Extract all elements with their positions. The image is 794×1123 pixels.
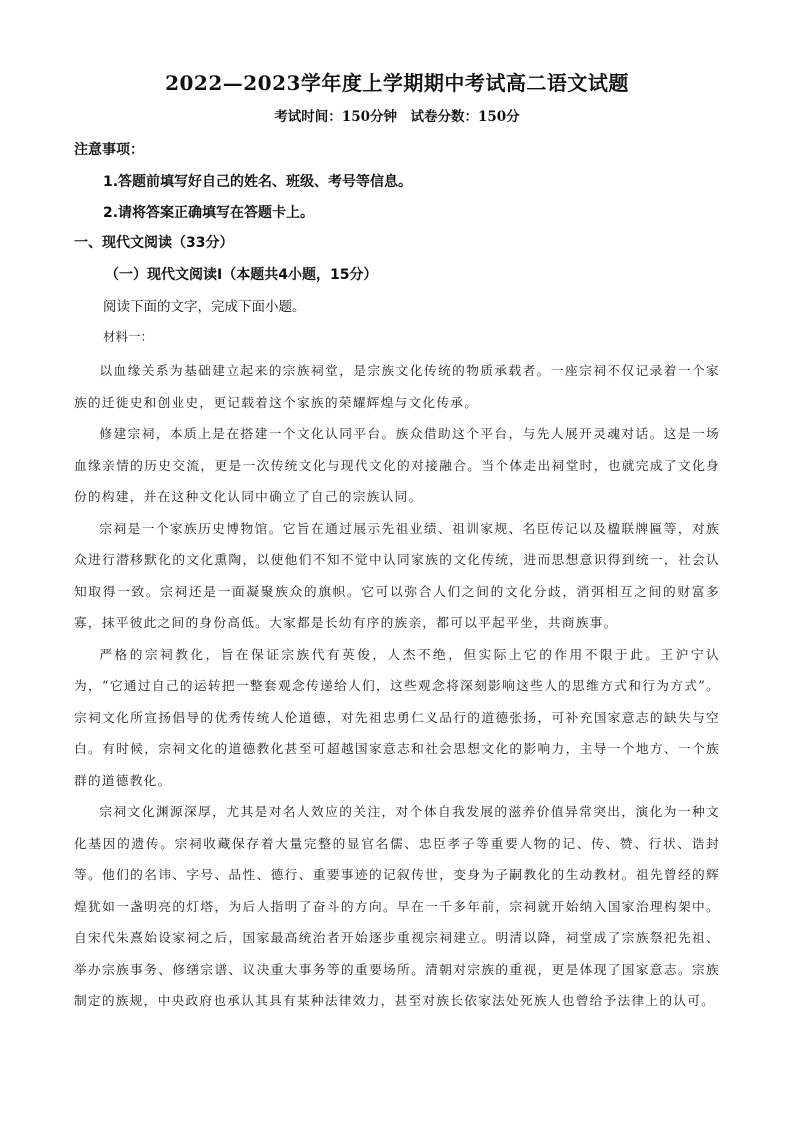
- passage-paragraph: 以血缘关系为基础建立起来的宗族祠堂，是宗族文化传统的物质承载者。一座宗祠不仅记录着一个家族的迁徙史和创业史，更记载着这个家族的荣耀辉煌与文化传承。: [74, 363, 720, 410]
- exam-title: 2022—2023学年度上学期期中考试高二语文试题: [165, 71, 629, 95]
- section-heading: 一、现代文阅读（33分）: [74, 235, 234, 251]
- notes-heading: 注意事项：: [74, 142, 144, 158]
- subsection-heading: （一）现代文阅读Ⅰ（本题共4小题，15分）: [105, 267, 378, 283]
- reading-passage: [74, 355, 720, 1017]
- passage-paragraph: 宗祠是一个家族历史博物馆。它旨在通过展示先祖业绩、祖训家规、名臣传记以及楹联牌匾等，对族众进行潜移默化的文化熏陶，以使他们不知不觉中认同家族的文化传统，进而思想意识得到统一，社会认知取得一致。宗祠还是一面凝聚族众的旗帜。它可以弥合人们之间的文化分歧，消弭相互之间的财富多寡，抹平彼此之间的身份高低。大家都是长幼有序的族亲，都可以平起平坐，共商族事。: [74, 520, 720, 630]
- passage-paragraph: 修建宗祠，本质上是在搭建一个文化认同平台。族众借助这个平台，与先人展开灵魂对话。这是一场血缘亲情的历史交流，更是一次传统文化与现代文化的对接融合。当个体走出祠堂时，也就完成了文化身份的构建，并在这种文化认同中确立了自己的宗族认同。: [74, 426, 720, 504]
- exam-meta: 考试时间：150分钟 试卷分数：150分: [274, 109, 520, 125]
- note-item: 1.答题前填写好自己的姓名、班级、考号等信息。: [103, 174, 413, 190]
- passage-paragraph: 宗祠文化渊源深厚，尤其是对名人效应的关注，对个体自我发展的滋养价值异常突出，演化为一种文化基因的遗传。宗祠收藏保存着大量完整的显官名儒、忠臣孝子等重要人物的记、传、赞、行状、诰封等。他们的名讳、字号、品性、德行、重要事迹的记叙传世，变身为子嗣教化的生动教材。祖先曾经的辉煌犹如一盏明亮的灯塔，为后人指明了奋斗的方向。早在一千多年前，宗祠就开始纳入国家治理构架中。自宋代朱熹始设家祠之后，国家最高统治者开始逐步重视宗祠建立。明清以降，祠堂成了宗族祭祀先祖、举办宗族事务、修缮宗谱、议决重大事务等的重要场所。清朝对宗族的重视，更是体现了国家意志。宗族制定的族规，中央政府也承认其具有某种法律效力，甚至对族长依家法处死族人也曾给予法律上的认可。: [74, 804, 720, 1008]
- reading-instruction: 阅读下面的文字，完成下面小题。: [103, 299, 306, 315]
- material-label: 材料一：: [103, 329, 154, 344]
- note-item: 2.请将答案正确填写在答题卡上。: [103, 205, 315, 221]
- passage-paragraph: 严格的宗祠教化，旨在保证宗族代有英俊，人杰不绝，但实际上它的作用不限于此。王沪宁认为，“它通过自己的运转把一整套观念传递给人们，这些观念将深刻影响这些人的思维方式和行为方式”。宗祠文化所宣扬倡导的优秀传统人伦道德，对先祖忠勇仁义品行的道德张扬，可补充国家意志的缺失与空白。有时候，宗祠文化的道德教化甚至可超越国家意志和社会思想文化的影响力，主导一个地方、一个族群的道德教化。: [74, 646, 720, 788]
